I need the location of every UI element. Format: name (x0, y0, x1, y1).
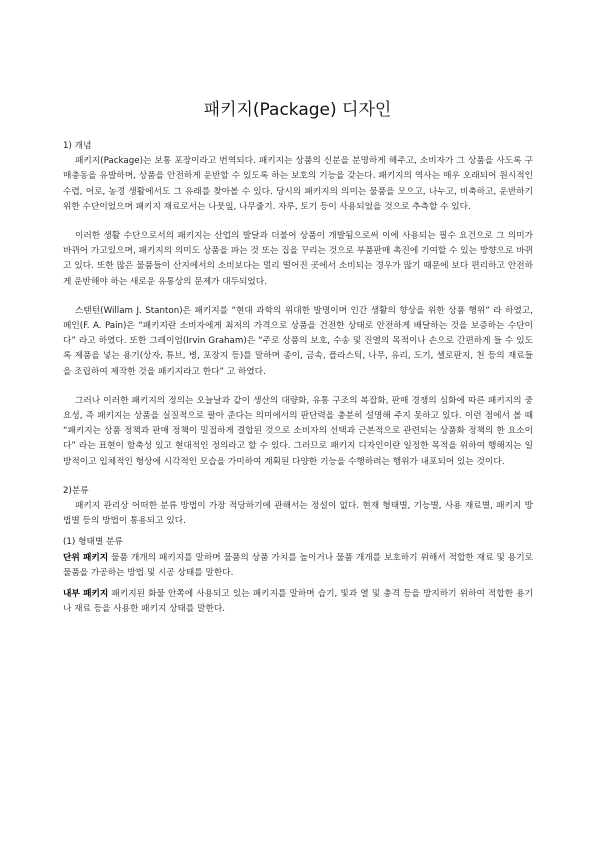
paragraph-classification: 패키지 관리상 어떠한 분류 방법이 가장 적당하기에 관해서는 정설이 없다. 현재 형태별, 기능별, 사용 재료별, 패키지 방법별 등의 방법이 통용되고 있다. (63, 501, 533, 527)
term-unit-package: 단위 패키지 (63, 552, 109, 563)
definition-unit-package (63, 551, 533, 581)
term-inner-package-desc: 패키지된 화물 안쪽에 사용되고 있는 패키지를 말하며 습기, 빛과 열 및 충격 등을 방지하기 위하여 적합한 용기나 재료 등을 사용한 패키지 상태를 말한다. (63, 589, 533, 615)
section-heading-concept: 1) 개념 (63, 141, 92, 151)
term-unit-package-desc: 물품 개개의 패키지를 말하며 물품의 상품 가치를 높이거나 물품 개개를 보호하기 위해서 적합한 재료 및 용기로 물품을 가공하는 방법 및 시공 상태를 말한다. (63, 552, 533, 578)
subsection-heading-form: (1) 형태별 분류 (63, 537, 123, 548)
document-title: 패키지(Package) 디자인 (203, 100, 392, 120)
document-body (63, 139, 533, 617)
paragraph-modern-definition: 그러나 이러한 패키지의 정의는 오늘날과 같이 생산의 대량화, 유통 구조의 복잡화, 판매 경쟁의 심화에 따른 패키지의 중요성, 즉 패키지는 상품을 실질적으로 팔아 준다는 의미에서의 판단력을 충분히 설명해 주지 못하고 있다. 이런 점에서 볼 때 “패키지는 상품 정책과 판매 정책이 밀접하게 결합된 것으로 소비자의 선택과 근본적으로 관련되는 상품화 정책의 한 요소이다” 라는 표현이 함축성 있고 현대적인 정의라고 할 수 있다. 그러므로 패키지 디자인이란 일정한 목적을 위하여 행해지는 일방적이고 입체적인 형상에 시각적인 모습을 가미하여 계획된 다양한 기능을 수행하려는 행위가 내포되어 있는 것이다. (63, 395, 533, 467)
paragraph-evolution: 이러한 생활 수단으로서의 패키지는 산업의 발달과 더불어 상품이 개발됨으로써 이에 사용되는 필수 요건으로 그 의미가 바뀌어 가고있으며, 패키지의 의미도 상품을 파는 것 또는 집을 꾸리는 것으로 부품판매 촉진에 기여할 수 있는 방향으로 바뀌고 있다. 또한 많은 물품들이 산지에서의 소비보다는 멀리 떨어진 곳에서 소비되는 경우가 많기 때문에 보다 편리하고 안전하게 운반해야 하는 새로운 유통상의 문제가 대두되었다. (63, 231, 533, 287)
definition-inner-package (63, 587, 533, 617)
term-inner-package: 내부 패키지 (63, 589, 109, 600)
paragraph-definition: 패키지(Package)는 보통 포장이라고 번역되다. 패키지는 상품의 신분을 분명하게 해주고, 소비자가 그 상품을 사도록 구매충동을 유발하며, 상품을 안전하게 운반할 수 있도록 하는 보호의 기능을 갖는다. 패키지의 역사는 매우 오래되어 원시적인 수렵, 어로, 농경 생활에서도 그 유래를 찾아볼 수 있다. 당시의 패키지의 의미는 물품을 모으고, 나누고, 비축하고, 운반하기 위한 수단이었으며 패키지 재료로서는 나뭇잎, 나무줄기. 자루, 토기 등이 사용되었을 것으로 추측할 수 있다. (63, 156, 533, 212)
paragraph-quotes: 스탠턴(Willam J. Stanton)은 패키지를 “현대 과학의 위대한 발명이며 인간 생활의 향상을 위한 상품 행위” 라 하였고, 페인(F. A. Pain)은 “패키지란 소비자에게 최저의 가격으로 상품을 건전한 상태로 안전하게 배달하는 것을 보증하는 수단이다” 라고 하였다. 또한 그레이엄(Irvin Graham)은 “주로 상품의 보호, 수송 및 진열의 목적이나 손으로 간편하게 들 수 있도록 제품을 넣는 용기(상자, 튜브, 병, 포장지 등)를 말하며 종이, 금속, 플라스틱, 나무, 유리, 도기, 셀로판지, 천 등의 재료들을 조립하여 제작한 것을 패키지라고 한다” 고 하였다. (63, 305, 533, 377)
section-heading-classification: 2)분류 (63, 485, 89, 496)
